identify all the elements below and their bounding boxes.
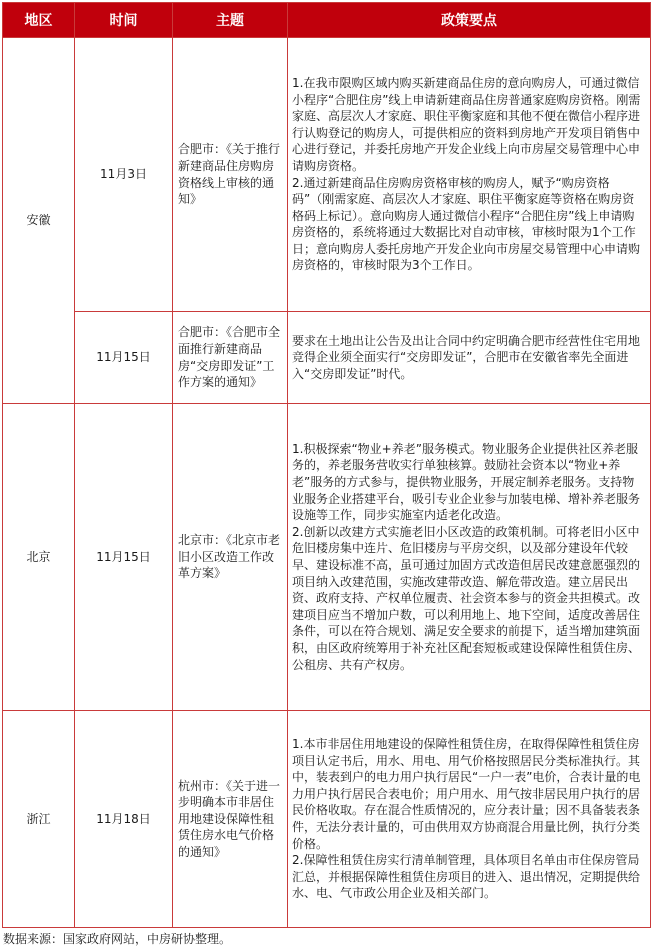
- header-region: 地区: [3, 3, 75, 38]
- policy-point: 1.在我市限购区域内购买新建商品住房的意向购房人，可通过微信小程序“合肥住房”线上申请新建商品住房普通家庭购房资格。刚需家庭、高层次人才家庭、职住平衡家庭和其他不便在微信小程序进行认购登记的购房人，可提供相应的资料到房地产开发项目销售中心进行登记，并委托房地产开发企业线上向市房屋交易管理中心申请购房资格。: [292, 75, 641, 173]
- policy-points-cell: [288, 711, 651, 928]
- region-cell: 北京: [3, 404, 75, 711]
- header-topic: 主题: [173, 3, 288, 38]
- header-date: 时间: [75, 3, 173, 38]
- date-cell: 11月15日: [75, 312, 173, 404]
- region-cell: 安徽: [3, 38, 75, 404]
- policy-point: 2.保障性租赁住房实行清单制管理，具体项目名单由市住保房管局汇总，并根据保障性租赁住房项目的进入、退出情况，定期提供给水、电、气市政公用企业及相关部门。: [292, 853, 641, 901]
- policy-table: [2, 2, 651, 928]
- topic-cell: 北京市：《北京市老旧小区改造工作改革方案》: [173, 404, 288, 711]
- policy-points-cell: [288, 312, 651, 404]
- topic-cell: 合肥市：《合肥市全面推行新建商品房“交房即发证”工作方案的通知》: [173, 312, 288, 404]
- policy-points-cell: [288, 38, 651, 312]
- region-cell: 浙江: [3, 711, 75, 928]
- date-cell: 11月3日: [75, 38, 173, 312]
- policy-point: 1.积极探索“物业+养老”服务模式。物业服务企业提供社区养老服务的，养老服务营收实行单独核算。鼓励社会资本以“物业+养老”服务的方式参与，提供物业服务，开展定制养老服务。支持物业服务企业搭建平台，吸引专业企业参与加装电梯、增补养老服务设施等工作，同步实施室内适老化改造。: [292, 441, 641, 523]
- header-policy-points: 政策要点: [288, 3, 651, 38]
- policy-point: 2.通过新建商品住房购房资格审核的购房人，赋予“购房资格码”（刚需家庭、高层次人才家庭、职住平衡家庭等资格在购房资格码上标记）。意向购房人通过微信小程序“合肥住房”线上申请购房资格的，系统将通过大数据比对自动审核，审核时限为1个工作日；意向购房人委托房地产开发企业向市房屋交易管理中心申请购房资格的，审核时限为3个工作日。: [292, 175, 641, 273]
- date-cell: 11月15日: [75, 404, 173, 711]
- policy-point: 2.创新以改建方式实施老旧小区改造的政策机制。可将老旧小区中危旧楼房集中连片、危旧楼房与平房交织，以及部分建设年代较早、建设标准不高，虽可通过加固方式改造但居民改建意愿强烈的项目纳入改建范围，实施改建带改造、解危带改造。建立居民出资、政府支持、产权单位履责、社会资本参与的资金共担模式。改建项目应当不增加户数，可以利用地上、地下空间，适度改善居住条件，可以在符合规划、满足安全要求的前提下，适当增加建筑面积，由区政府统筹用于补充社区配套短板或建设保障性租赁住房、公租房、共有产权房。: [292, 524, 641, 672]
- table-row: [3, 711, 651, 928]
- topic-cell: 杭州市：《关于进一步明确本市非居住用地建设保障性租赁住房水电气价格的通知》: [173, 711, 288, 928]
- date-cell: 11月18日: [75, 711, 173, 928]
- source-note: 数据来源：国家政府网站，中房研协整理。: [3, 932, 232, 946]
- policy-points-cell: [288, 404, 651, 711]
- table-row: [3, 404, 651, 711]
- table-row: [3, 38, 651, 312]
- policy-point: 1.本市非居住用地建设的保障性租赁住房，在取得保障性租赁住房项目认定书后，用水、用电、用气价格按照居民分类标准执行。其中，装表到户的电力用户执行居民“一户一表”电价，合表计量的电力用户执行居民合表电价；用户用水、用气按非居民用户执行的居民价格收取。存在混合性质情况的，应分表计量；因不具备装表条件，无法分表计量的，可由供用双方协商混合用量比例，执行分类价格。: [292, 737, 641, 851]
- table-row: [3, 312, 651, 404]
- topic-cell: 合肥市：《关于推行新建商品住房购房资格线上审核的通知》: [173, 38, 288, 312]
- table-header-row: [3, 3, 651, 38]
- policy-point: 要求在土地出让公告及出让合同中约定明确合肥市经营性住宅用地竞得企业须全面实行“交房即发证”，合肥市在安徽省率先全面进入“交房即发证”时代。: [292, 333, 641, 381]
